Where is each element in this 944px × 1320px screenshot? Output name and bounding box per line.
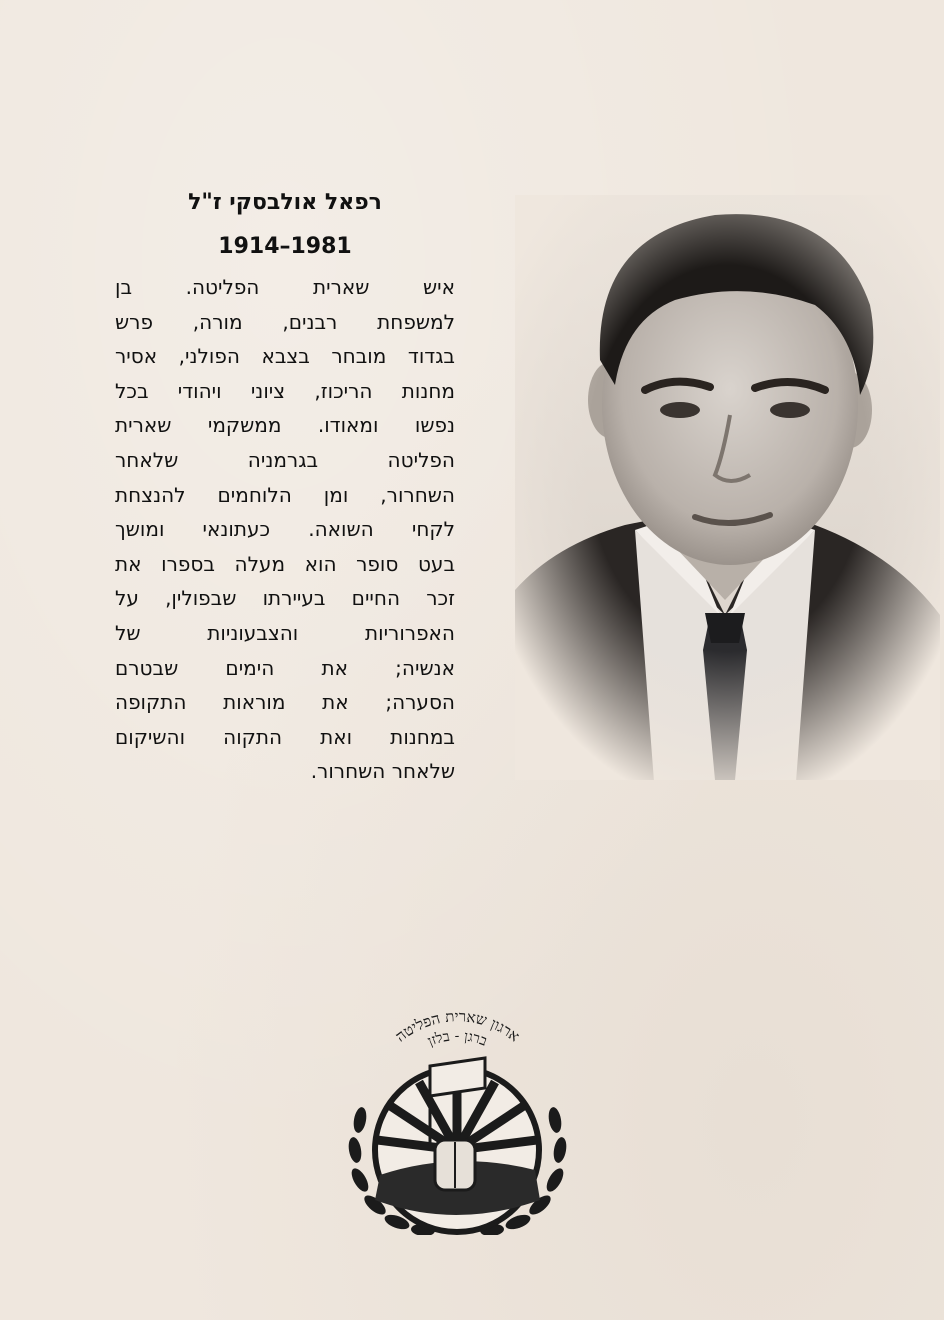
biography-line: הסערה; את מוראות התקופה: [115, 690, 455, 715]
biography-line: השחרור, ומן הלוחמים להנצחת: [115, 482, 455, 507]
biography-line: מחנות הריכוז, ציוני ויהודי בכל: [115, 378, 455, 403]
biography-line: נפשו ומאודו. ממשקמי שארית: [115, 413, 455, 438]
biography-line: בעט סופר הוא מעלה בספרו את: [115, 551, 455, 576]
person-name: רפאל אולבסקי ז"ל: [188, 190, 382, 215]
biography-line: איש שארית הפליטה. בן: [115, 275, 455, 299]
biography: [115, 270, 455, 789]
svg-text:ברגן - בלזן: [426, 1028, 490, 1050]
biography-line: שלאחר השחרור.: [310, 759, 455, 784]
biography-line: למשפחת רבנים, מורה, פרש: [115, 309, 455, 334]
biography-line: אנשיה; את הימים שבטרם: [115, 655, 455, 680]
biography-line: במחנות ואת התקוה והשיקום: [115, 724, 455, 749]
memorial-text-block: [115, 190, 455, 789]
emblem-arc-text-top: ארגון שארית הפליטה: [391, 1007, 524, 1046]
biography-line: האפרוריות והצבעוניות של: [115, 620, 455, 645]
biography-line: הפליטה בגרמניה שלאחר: [115, 447, 455, 472]
biography-line: לקחי השואה. כעתונאי ומושך: [115, 517, 455, 542]
biography-line: זכר החיים בעיירתו שבפולין, על: [115, 586, 455, 611]
portrait-photo: [515, 195, 940, 780]
biography-line: בגדוד מובחר בצבא הפולני, אסיר: [115, 344, 455, 369]
emblem-arc-text-bottom: ברגן - בלזן: [425, 1028, 490, 1050]
organization-emblem: [335, 1000, 580, 1235]
life-years: 1914–1981: [218, 234, 352, 259]
